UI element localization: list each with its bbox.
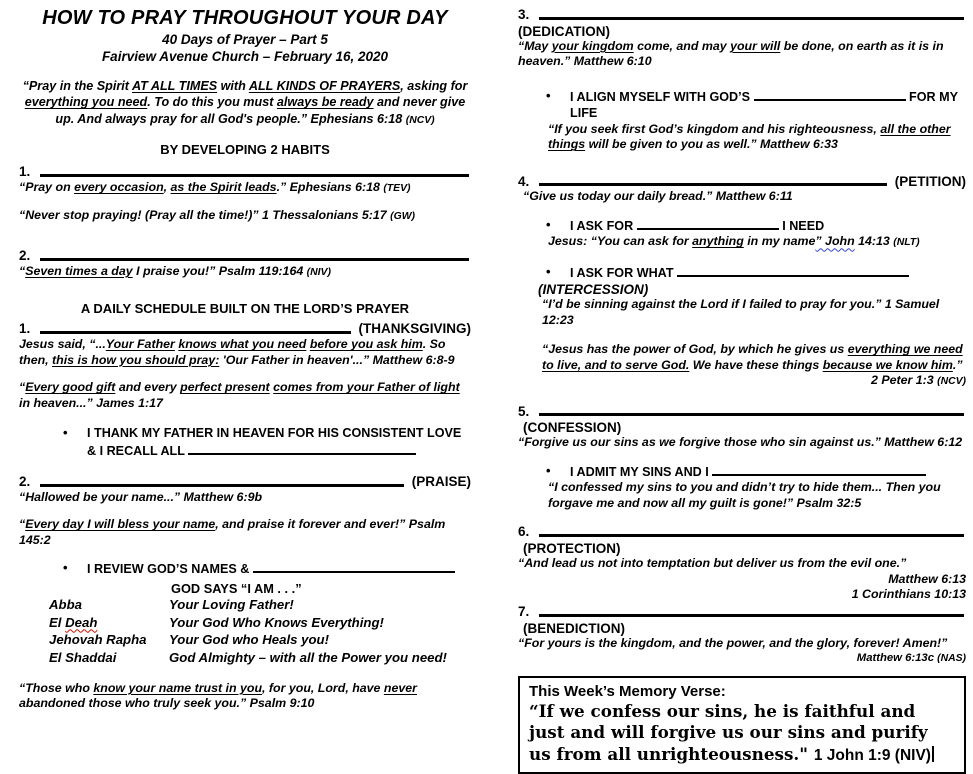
right-column (518, 0, 966, 774)
habits-heading: BY DEVELOPING 2 HABITS (160, 142, 330, 158)
benediction-quote-1: “For yours is the kingdom, and the power, and the glory, forever! Amen!” (518, 635, 948, 650)
section-2-number: 2. (19, 473, 31, 489)
name-row (49, 614, 471, 632)
benediction-reference: Matthew 6:13c (NAS) (856, 652, 966, 665)
habit-2-number: 2. (19, 248, 31, 264)
habit-2-heading (19, 249, 471, 264)
name-row (49, 596, 471, 614)
fill-in-blank-line (40, 258, 469, 261)
section-3-number: 3. (518, 7, 530, 22)
fill-in-blank-line (539, 534, 964, 537)
section-7-heading (518, 605, 966, 620)
god-name-meaning: Your God who Heals you! (169, 632, 329, 648)
memory-verse-title: This Week’s Memory Verse: (529, 683, 726, 701)
protection-reference-1: Matthew 6:13 (888, 571, 966, 586)
habit-1-number: 1. (19, 164, 31, 180)
left-column (19, 0, 471, 712)
subtitle-series: 40 Days of Prayer – Part 5 (162, 32, 328, 47)
intro-scripture-quote: “Pray in the Spirit AT ALL TIMES with ALL KINDS OF PRAYERS, asking for everything you need. To do this you must always be ready and never give up. And always pray for all God's people.” Ephesians 6:18 (NCV) (22, 79, 468, 126)
section-1-label: (THANKSGIVING) (358, 321, 471, 337)
section-6-label: (PROTECTION) (523, 541, 621, 557)
praise-bullet (63, 560, 471, 577)
petition-bullet-1-quote: Jesus: “You can ask for anything in my name” John 14:13 (NLT) (548, 234, 920, 249)
fill-in-blank-line (40, 331, 350, 334)
dedication-bullet-text: I ALIGN MYSELF WITH GOD’S FOR MY LIFE (570, 89, 958, 121)
names-heading: GOD SAYS “I AM . . .” (171, 580, 302, 596)
thanksgiving-bullet (63, 425, 471, 459)
habit-2-quote: “Seven times a day I praise you!” Psalm 119:164 (NIV) (19, 263, 331, 278)
thanksgiving-quote-2: “Every good gift and every perfect present comes from your Father of light in heaven...” James 1:17 (19, 380, 460, 410)
protection-reference-2: 1 Corinthians 10:13 (851, 587, 966, 602)
name-row (49, 649, 471, 667)
section-7-label: (BENEDICTION) (523, 620, 625, 636)
dedication-bullet (546, 88, 966, 122)
section-6-heading (518, 525, 966, 540)
section-4-heading (518, 175, 966, 190)
subtitle-church-date: Fairview Avenue Church – February 16, 2020 (101, 49, 389, 64)
dedication-bullet-quote: “If you seek first God’s kingdom and his righteousness, all the other things will be given to you as well.” Matthew 6:33 (548, 121, 951, 152)
page-title: HOW TO PRAY THROUGHOUT YOUR DAY (42, 7, 448, 29)
praise-quote-1: “Hallowed be your name...” Matthew 6:9b (19, 489, 263, 504)
petition-bullet-1-text: I ASK FOR I NEED (570, 218, 825, 233)
praise-quote-2: “Every day I will bless your name, and praise it forever and ever!” Psalm 145:2 (19, 517, 446, 547)
section-5-heading (518, 405, 966, 420)
god-name: El Shaddai (49, 650, 117, 666)
intercession-label: (INTERCESSION) (538, 282, 649, 298)
section-2-heading (19, 475, 471, 490)
petition-bullet-2-text: I ASK FOR WHAT (570, 264, 966, 281)
section-5-number: 5. (518, 403, 530, 419)
bullet-icon: • (546, 263, 551, 279)
petition-quote-2-reference: 2 Peter 1:3 (NCV) (871, 373, 966, 388)
god-name-meaning: Your Loving Father! (169, 596, 294, 612)
section-1-number: 1. (19, 321, 31, 337)
name-row (49, 631, 471, 649)
section-4-label: (PETITION) (894, 173, 966, 189)
section-3-label: (DEDICATION) (518, 23, 610, 39)
confession-bullet-text: I ADMIT MY SINS AND I (570, 463, 966, 480)
fill-in-blank-line (40, 484, 403, 487)
protection-quote-1: “And lead us not into temptation but deliver us from the evil one.” (518, 556, 907, 571)
habit-1-quote-2: “Never stop praying! (Pray all the time!)” 1 Thessalonians 5:17 (GW) (19, 207, 415, 222)
dedication-quote-1: “May your kingdom come, and may your will be done, on earth as it is in heaven.” Matthew 6:10 (518, 38, 944, 69)
confession-quote-1: “Forgive us our sins as we forgive those who sin against us.” Matthew 6:12 (518, 435, 963, 450)
schedule-heading: A DAILY SCHEDULE BUILT ON THE LORD’S PRAYER (80, 301, 410, 317)
fill-in-blank-line (40, 174, 469, 177)
god-name-meaning: God Almighty – with all the Power you need! (169, 650, 447, 666)
confession-bullet-quote: “I confessed my sins to you and didn’t try to hide them... Then you forgave me and now all my guilt is gone!” Psalm 32:5 (548, 480, 941, 510)
thanksgiving-bullet-text: I THANK MY FATHER IN HEAVEN FOR HIS CONSISTENT LOVE & I RECALL ALL (87, 426, 462, 458)
thanksgiving-quote-1: Jesus said, “...Your Father knows what you need before you ask him. So then, this is how you should pray: 'Our Father in heaven'...” Matthew 6:8-9 (19, 337, 455, 367)
god-name: Abba (49, 596, 82, 612)
bullet-icon: • (546, 462, 551, 478)
fill-in-blank-line (539, 614, 964, 617)
fill-in-blank-line (539, 183, 886, 186)
habit-1-heading (19, 165, 471, 180)
section-5-label: (CONFESSION) (523, 420, 622, 436)
section-2-label: (PRAISE) (411, 473, 471, 489)
bullet-icon: • (63, 560, 68, 576)
habit-1-quote-1: “Pray on every occasion, as the Spirit leads.” Ephesians 6:18 (TEV) (19, 180, 411, 195)
confession-bullet (546, 463, 966, 480)
petition-bullet-2-quote: “I’d be sinning against the Lord if I failed to pray for you.” 1 Samuel 12:23 (542, 297, 940, 327)
petition-bullet-2 (546, 264, 966, 281)
section-6-number: 6. (518, 524, 530, 540)
memory-verse-box (518, 676, 966, 774)
petition-quote-1: “Give us today our daily bread.” Matthew 6:11 (523, 189, 793, 204)
bullet-icon: • (546, 216, 551, 232)
fill-in-blank-line (539, 413, 964, 416)
petition-bullet-1 (546, 217, 966, 234)
praise-bullet-text: I REVIEW GOD’S NAMES & (87, 560, 471, 577)
petition-closing-block (542, 342, 966, 389)
praise-quote-3: “Those who know your name trust in you, for you, Lord, have never abandoned those who truly seek you.” Psalm 9:10 (19, 680, 417, 711)
bullet-icon: • (546, 87, 551, 103)
section-4-number: 4. (518, 173, 530, 189)
bullet-icon: • (63, 425, 68, 441)
section-7-number: 7. (518, 603, 530, 619)
god-name-meaning: Your God Who Knows Everything! (169, 614, 384, 630)
section-3-heading (518, 8, 966, 23)
section-1-heading (19, 322, 471, 337)
memory-verse-text: “If we confess our sins, he is faithful and just and will forgive us our sins and purify us from all unrighteousness." 1 John 1:9 (NIV) (529, 701, 955, 765)
petition-quote-2: “Jesus has the power of God, by which he gives us everything we need to live, and to serve God. We have these things because we know him.” (542, 342, 963, 372)
god-name: Jehovah Rapha (49, 632, 147, 648)
fill-in-blank-line (539, 17, 964, 20)
god-name: El Deah (49, 614, 98, 630)
